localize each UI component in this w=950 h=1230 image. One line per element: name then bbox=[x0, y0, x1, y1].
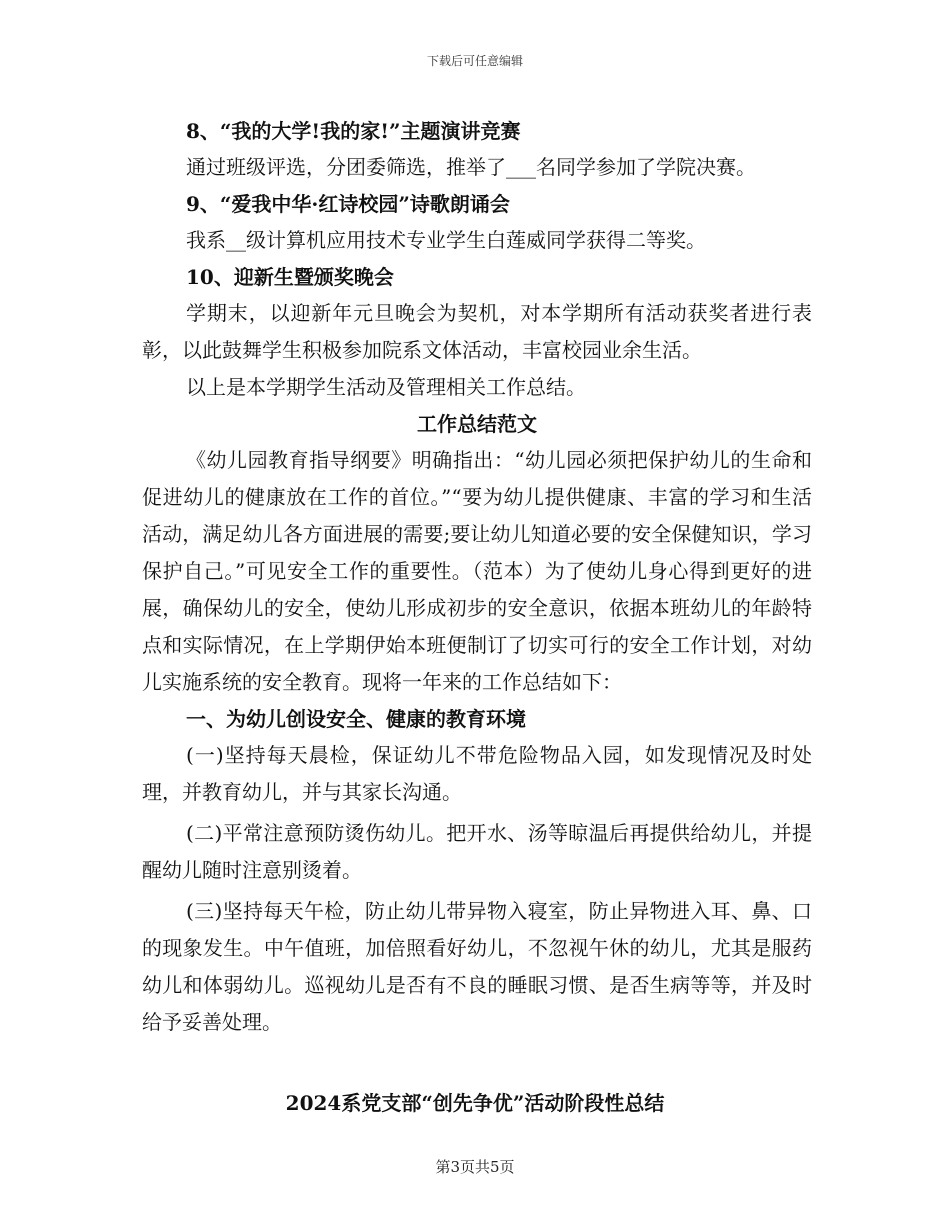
summary-paragraph: 以上是本学期学生活动及管理相关工作总结。 bbox=[186, 375, 586, 399]
section-paragraph-9: 我系__级计算机应用技术专业学生白莲威同学获得二等奖。 bbox=[186, 228, 706, 252]
article-title: 工作总结范文 bbox=[417, 412, 537, 436]
next-document-title: 2024系党支部“创先争优”活动阶段性总结 bbox=[285, 1091, 665, 1115]
page-footer: 第3页共5页 bbox=[435, 1158, 515, 1176]
section-heading-10: 10、迎新生暨颁奖晚会 bbox=[186, 265, 394, 289]
article-item-3: (三)坚持每天午检，防止幼儿带异物入寝室，防止异物进入耳、鼻、口的现象发生。中午值班，加倍照看好幼儿，不忽视午休的幼儿，尤其是服药幼儿和体弱幼儿。巡视幼儿是否有不良的睡眠习惯、是否生病等等，并及时给予妥善处理。 bbox=[142, 899, 812, 1034]
section-heading-8: 8、“我的大学!我的家!”主题演讲竞赛 bbox=[186, 119, 521, 143]
article-intro-paragraph: 《幼儿园教育指导纲要》明确指出：“幼儿园必须把保护幼儿的生命和促进幼儿的健康放在工作的首位。”“要为幼儿提供健康、丰富的学习和生活活动，满足幼儿各方面进展的需要;要让幼儿知道必要的安全保健知识，学习保护自己。”可见安全工作的重要性。（范本）为了使幼儿身心得到更好的进展，确保幼儿的安全，使幼儿形成初步的安全意识，依据本班幼儿的年龄特点和实际情况，在上学期伊始本班便制订了切实可行的安全工作计划，对幼儿实施系统的安全教育。现将一年来的工作总结如下： bbox=[142, 448, 812, 694]
section-heading-9: 9、“爱我中华·红诗校园”诗歌朗诵会 bbox=[186, 192, 510, 216]
page-header: 下载后可任意编辑 bbox=[426, 54, 523, 68]
article-section-heading-1: 一、为幼儿创设安全、健康的教育环境 bbox=[186, 707, 526, 731]
section-paragraph-10: 学期末，以迎新年元旦晚会为契机，对本学期所有活动获奖者进行表彰，以此鼓舞学生积极参加院系文体活动，丰富校园业余生活。 bbox=[142, 301, 812, 362]
section-paragraph-8: 通过班级评选，分团委筛选，推举了___名同学参加了学院决赛。 bbox=[186, 155, 756, 179]
article-item-2: (二)平常注意预防烫伤幼儿。把开水、汤等晾温后再提供给幼儿，并提醒幼儿随时注意别烫着。 bbox=[142, 821, 812, 882]
article-item-1: (一)坚持每天晨检，保证幼儿不带危险物品入园，如发现情况及时处理，并教育幼儿，并与其家长沟通。 bbox=[142, 743, 812, 804]
document-body bbox=[142, 113, 812, 1041]
